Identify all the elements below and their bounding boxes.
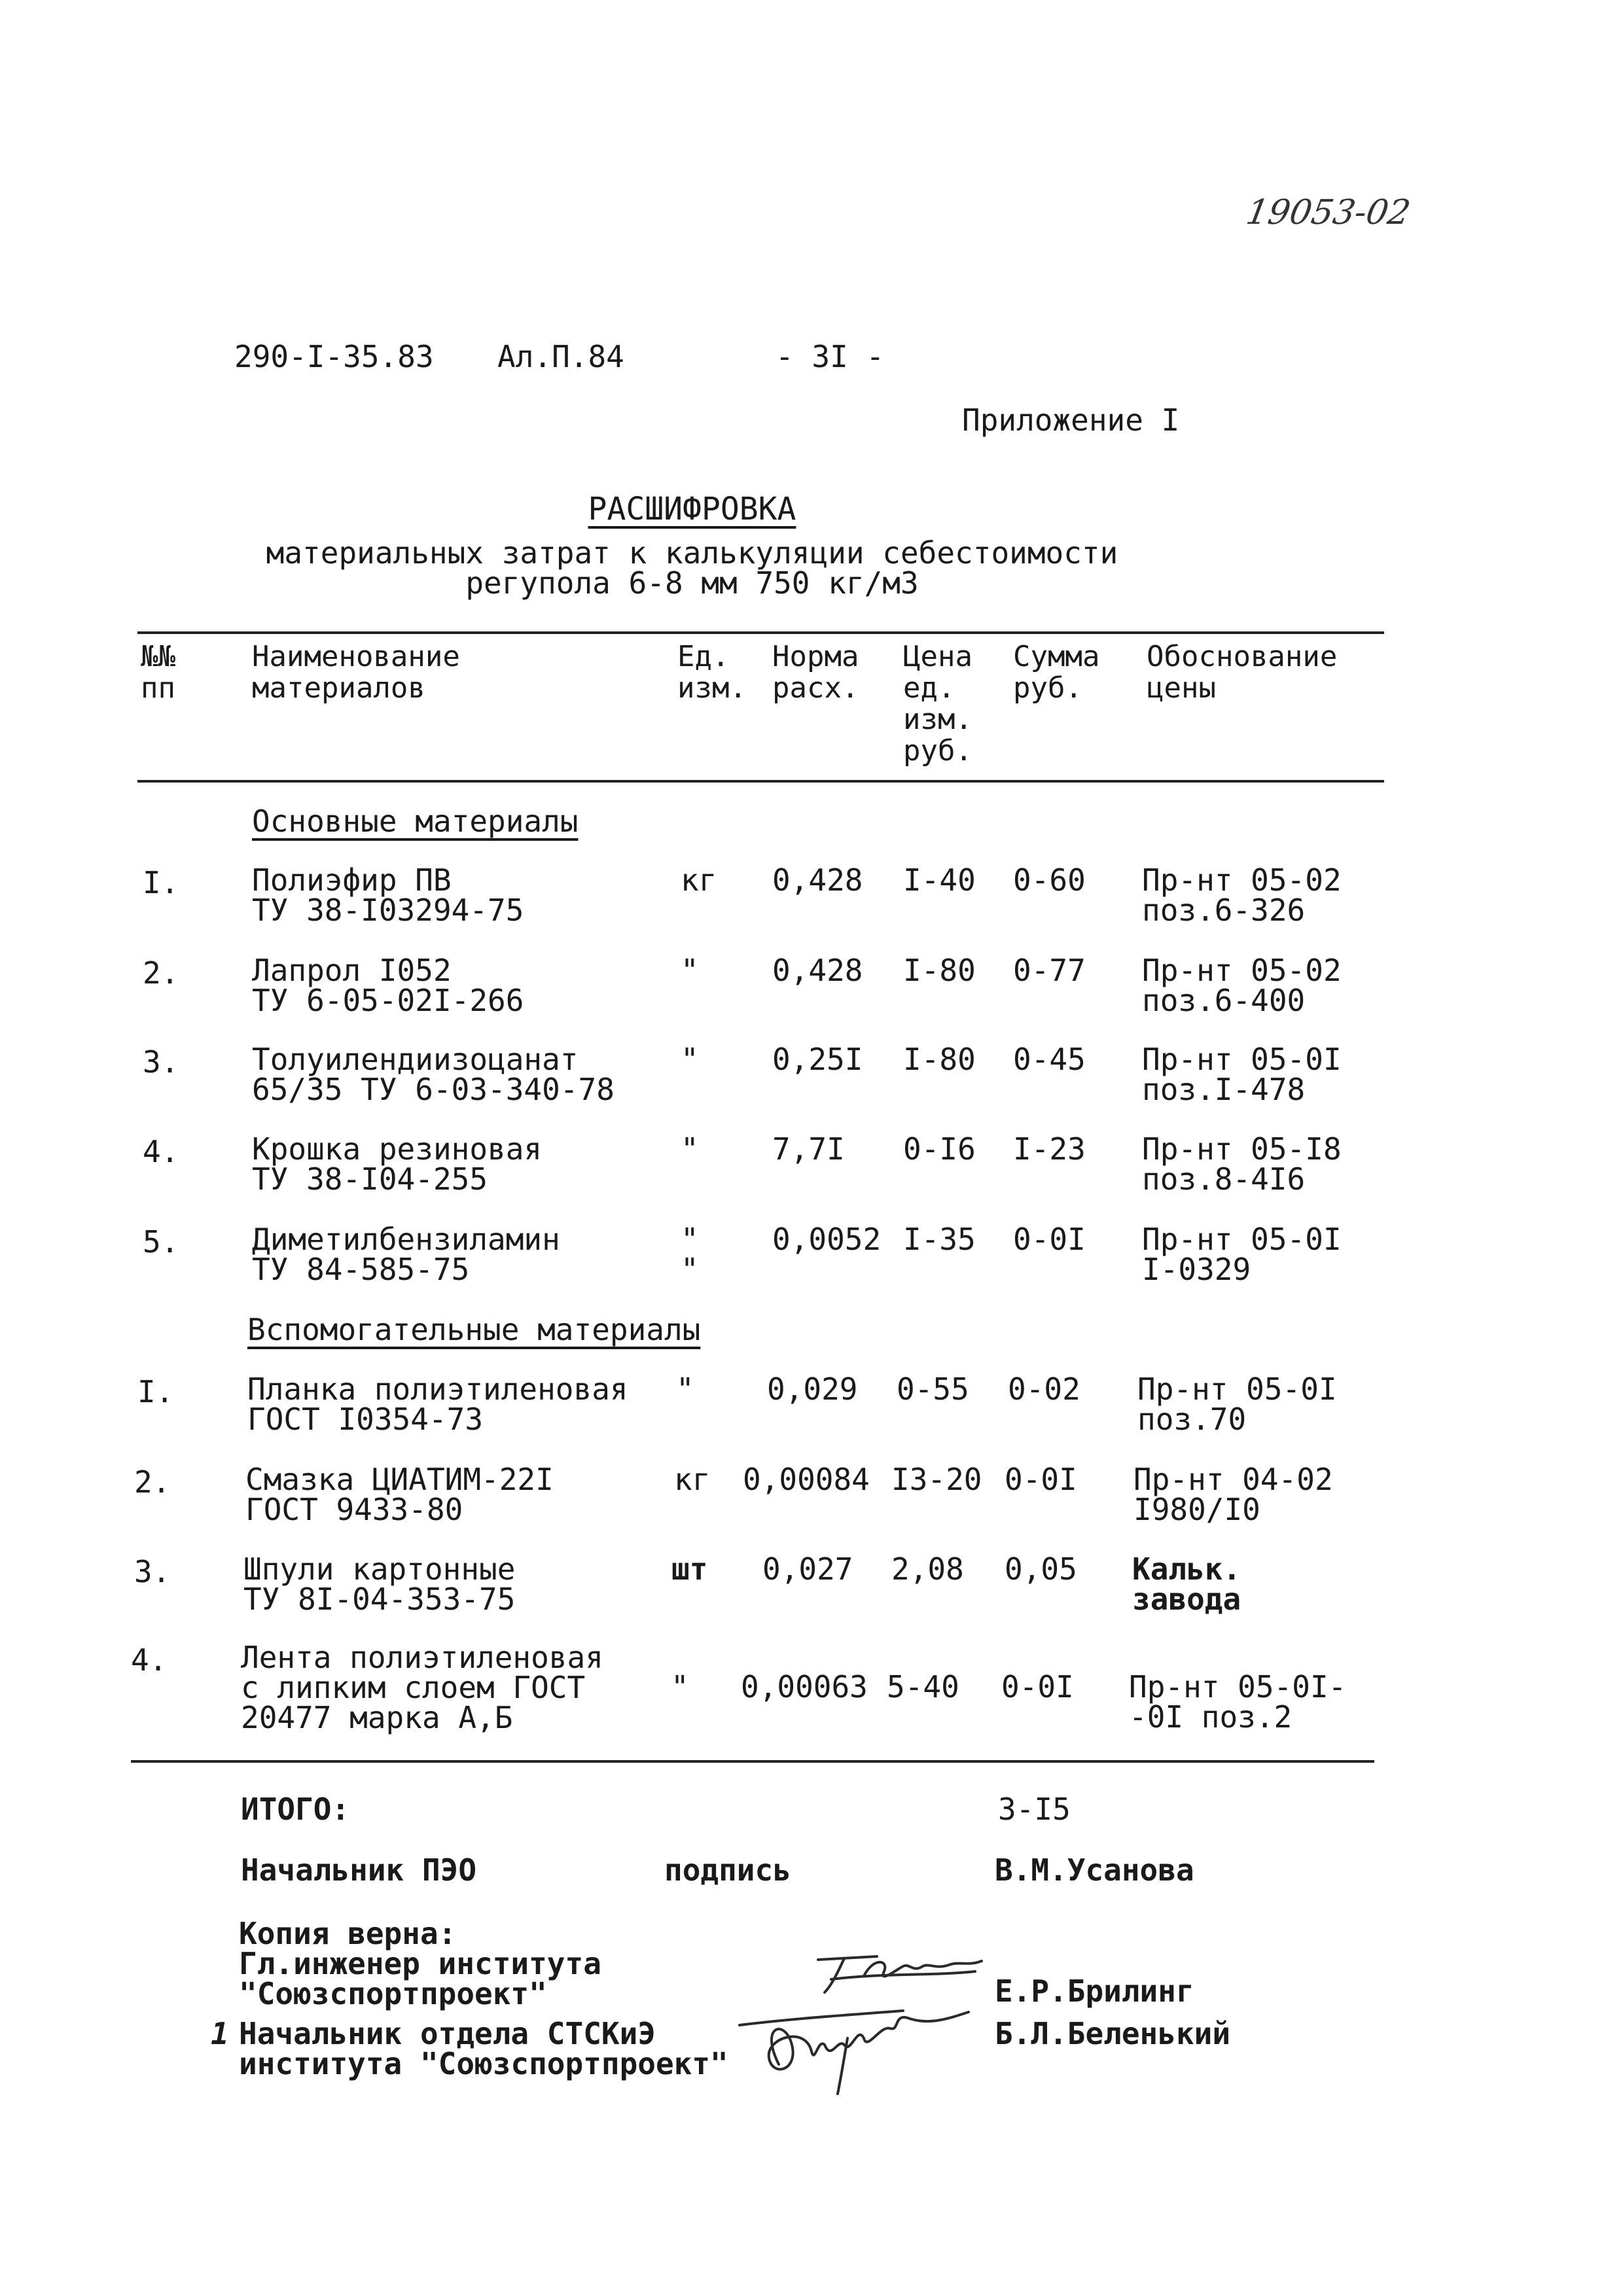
row-number: 3.	[134, 1554, 171, 1589]
material-name: Смазка ЦИАТИМ-22I ГОСТ 9433-80	[245, 1462, 554, 1527]
unit-cell: " "	[681, 1222, 699, 1287]
handwritten-signature-image	[733, 1947, 1008, 2110]
basis-cell: Кальк. завода	[1132, 1551, 1241, 1617]
material-name: Лапрол I052 ТУ 6-05-02I-266	[252, 953, 524, 1018]
price-cell: I-80	[903, 1042, 976, 1077]
basis-cell: Пр-нт 05-02 поз.6-400	[1142, 953, 1342, 1018]
unit-cell: кг	[674, 1462, 711, 1497]
sum-cell: 0-0I	[1005, 1462, 1077, 1497]
row-number: 5.	[143, 1224, 179, 1260]
row-number: 4.	[131, 1642, 168, 1678]
document-subtitle-line-2: регупола 6-8 мм 750 кг/м3	[465, 565, 919, 601]
row-number: 2.	[143, 955, 179, 991]
row-number: I.	[137, 1374, 174, 1409]
document-title: РАСШИФРОВКА	[588, 491, 796, 527]
material-name: Полиэфир ПВ ТУ 38-I03294-75	[252, 862, 524, 928]
sum-cell: 0,05	[1005, 1551, 1077, 1587]
norm-cell: 0,00063	[741, 1669, 868, 1704]
basis-cell: Пр-нт 05-02 поз.6-326	[1142, 862, 1342, 928]
material-name: Крошка резиновая ТУ 38-I04-255	[252, 1131, 543, 1197]
norm-cell: 0,25I	[772, 1042, 863, 1077]
document-number: 19053-02	[1243, 193, 1414, 232]
total-label: ИТОГО:	[241, 1792, 350, 1827]
unit-cell: "	[681, 1131, 699, 1167]
material-name: Лента полиэтиленовая с липким слоем ГОСТ 20477 марка А,Б	[241, 1640, 603, 1735]
copy-true-label: Копия верна:	[239, 1916, 457, 1951]
basis-cell: Пр-нт 05-0I- -0I поз.2	[1129, 1669, 1347, 1735]
dept-head-title: Начальник отдела СТСКиЭ института "Союзспортпроект"	[239, 2016, 728, 2081]
chief-engineer-name: Е.Р.Брилинг	[995, 1973, 1194, 2009]
norm-cell: 0,027	[762, 1551, 853, 1587]
sum-cell: 0-02	[1008, 1371, 1080, 1407]
chief-engineer-title: Гл.инженер института "Союзспортпроект"	[239, 1946, 601, 2011]
sum-cell: 0-77	[1013, 953, 1086, 988]
basis-cell: Пр-нт 05-0I поз.I-478	[1142, 1042, 1342, 1107]
document-subtitle-line-1: материальных затрат к калькуляции себестоимости	[266, 535, 1118, 571]
unit-cell: "	[676, 1371, 694, 1407]
column-header-no: №№ пп	[141, 640, 175, 705]
basis-cell: Пр-нт 05-I8 поз.8-4I6	[1142, 1131, 1342, 1197]
price-cell: I-80	[903, 953, 976, 988]
column-header-norm: Норма расх.	[772, 640, 859, 705]
appendix-label: Приложение I	[962, 402, 1180, 438]
sum-cell: 0-0I	[1013, 1222, 1086, 1257]
material-name: Планка полиэтиленовая ГОСТ I0354-73	[247, 1371, 628, 1437]
row-number: 3.	[143, 1044, 179, 1080]
norm-cell: 7,7I	[772, 1131, 845, 1167]
price-cell: I-40	[903, 862, 976, 898]
margin-mark: 1	[211, 2016, 229, 2051]
price-cell: 2,08	[891, 1551, 964, 1587]
column-header-sum: Сумма руб.	[1013, 640, 1100, 705]
basis-cell: Пр-нт 05-0I I-0329	[1142, 1222, 1342, 1287]
material-name: Толуилендиизоцанат 65/35 ТУ 6-03-340-78	[252, 1042, 615, 1107]
norm-cell: 0,0052	[772, 1222, 882, 1257]
unit-cell: шт	[671, 1551, 708, 1587]
page-number: - 3I -	[776, 339, 885, 374]
unit-cell: "	[681, 1042, 699, 1077]
total-value: 3-I5	[998, 1792, 1071, 1827]
column-header-basis: Обоснование цены	[1147, 640, 1338, 705]
unit-cell: кг	[681, 862, 717, 898]
sum-cell: 0-0I	[1001, 1669, 1074, 1704]
dept-head-name: Б.Л.Беленький	[995, 2016, 1231, 2051]
signature-placeholder: подпись	[664, 1852, 791, 1888]
column-header-name: Наименование материалов	[252, 640, 460, 705]
section-title-auxiliary: Вспомогательные материалы	[247, 1312, 701, 1347]
table-top-rule	[137, 631, 1384, 634]
basis-cell: Пр-нт 05-0I поз.70	[1137, 1371, 1337, 1437]
norm-cell: 0,428	[772, 862, 863, 898]
row-number: 4.	[143, 1134, 179, 1169]
norm-cell: 0,428	[772, 953, 863, 988]
project-code: 290-I-35.83	[234, 339, 434, 374]
unit-cell: "	[671, 1669, 689, 1704]
row-number: 2.	[134, 1464, 171, 1500]
norm-cell: 0,00084	[743, 1462, 870, 1497]
table-bottom-rule	[131, 1760, 1374, 1763]
sum-cell: I-23	[1013, 1131, 1086, 1167]
sum-cell: 0-60	[1013, 862, 1086, 898]
price-cell: 0-55	[897, 1371, 969, 1407]
unit-cell: "	[681, 953, 699, 988]
material-name: Диметилбензиламин ТУ 84-585-75	[252, 1222, 560, 1287]
album-number: Ал.П.84	[497, 339, 624, 374]
column-header-price: Цена ед. изм. руб.	[903, 640, 972, 768]
column-header-unit: Ед. изм.	[677, 640, 747, 705]
sum-cell: 0-45	[1013, 1042, 1086, 1077]
table-header-rule	[137, 780, 1384, 783]
price-cell: 0-I6	[903, 1131, 976, 1167]
norm-cell: 0,029	[767, 1371, 858, 1407]
basis-cell: Пр-нт 04-02 I980/I0	[1133, 1462, 1333, 1527]
price-cell: 5-40	[887, 1669, 959, 1704]
head-ped-name: В.М.Усанова	[995, 1852, 1194, 1888]
material-name: Шпули картонные ТУ 8I-04-353-75	[243, 1551, 516, 1617]
head-ped-title: Начальник ПЭО	[241, 1852, 477, 1888]
price-cell: I-35	[903, 1222, 976, 1257]
section-title-main: Основные материалы	[252, 804, 579, 839]
price-cell: I3-20	[891, 1462, 982, 1497]
row-number: I.	[143, 865, 179, 900]
